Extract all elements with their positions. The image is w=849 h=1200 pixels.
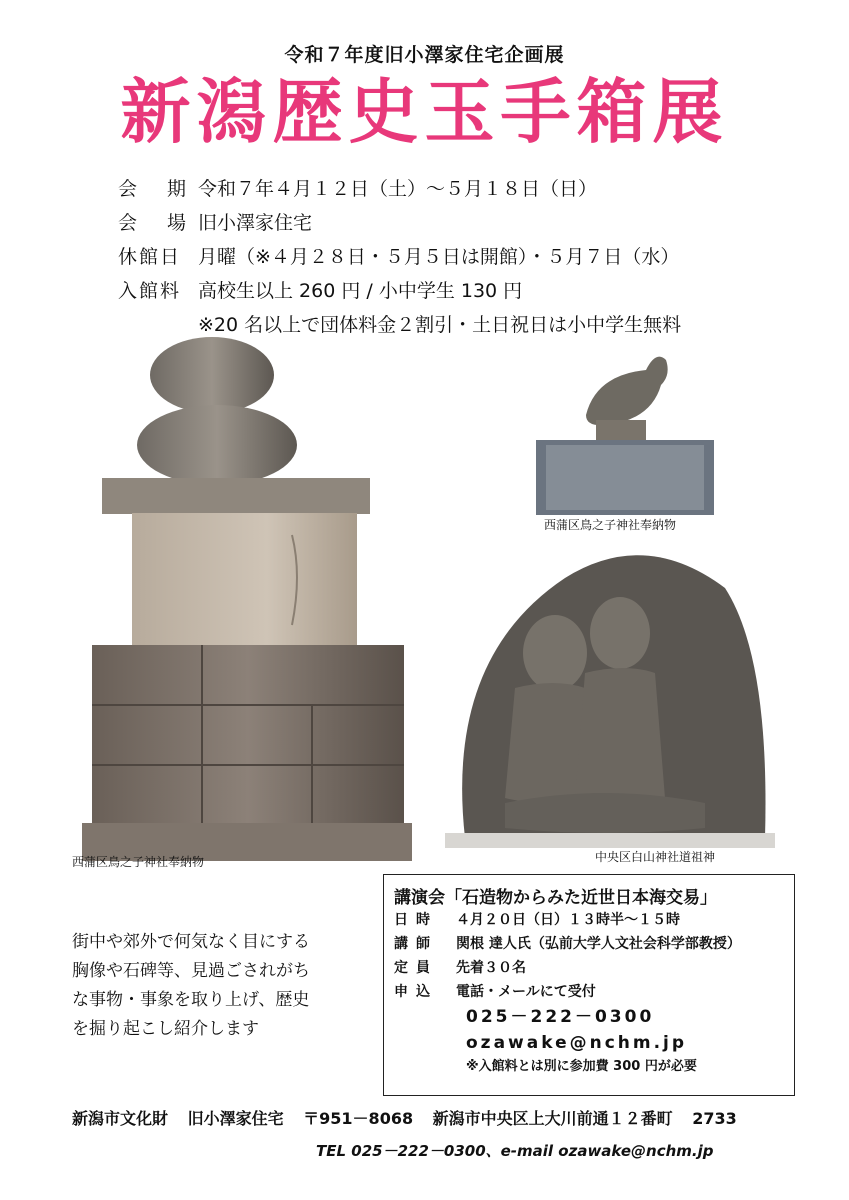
- fee-row: [118, 274, 681, 308]
- lecture-apply-label: 申込: [394, 984, 438, 1000]
- exhibition-info: [118, 172, 681, 342]
- lecture-capacity-label: 定員: [394, 960, 438, 976]
- dosojin-stone-image: [445, 538, 775, 848]
- fee-value: 高校生以上 260 円 / 小中学生 130 円: [198, 280, 523, 302]
- stone-monument-image: [82, 335, 412, 880]
- description-line: 胸像や石碑等、見過ごされがち: [72, 961, 310, 981]
- venue-value: 旧小澤家住宅: [198, 212, 313, 234]
- lecture-apply-value: 電話・メールにて受付: [456, 984, 596, 1000]
- lecture-apply-row: [394, 980, 784, 1004]
- footer-contact[interactable]: TEL 025－222－0300、e-mail ozawake@nchm.jp: [316, 1142, 714, 1160]
- description-line: 街中や郊外で何気なく目にする: [72, 932, 310, 952]
- description-line: を掘り起こし紹介します: [72, 1019, 259, 1039]
- lecture-note: ※入館料とは別に参加費 300 円が必要: [466, 1059, 697, 1074]
- fee-label: 入館料: [118, 280, 182, 302]
- lecture-lecturer-row: [394, 932, 784, 956]
- description-line: な事物・事象を取り上げ、歴史: [72, 990, 310, 1010]
- bird-statue-photo: [536, 335, 714, 535]
- footer-address: 新潟市中央区上大川前通１２番町 2733: [432, 1109, 737, 1128]
- lecture-capacity-value: 先着３０名: [456, 960, 526, 976]
- lecture-title: 講演会「石造物からみた近世日本海交易」: [394, 888, 717, 908]
- period-label: 会 期: [118, 178, 199, 200]
- lecture-date-value: ４月２０日（日）１３時半～１５時: [456, 912, 680, 928]
- lecture-date-label: 日時: [394, 912, 438, 928]
- period-value: 令和７年４月１２日（土）～５月１８日（日）: [198, 178, 598, 200]
- footer-postal: 〒951－8068: [303, 1109, 414, 1128]
- lecture-lecturer-label: 講師: [394, 936, 438, 952]
- exhibition-title: 新潟歴史玉手箱展: [120, 71, 729, 153]
- lecture-capacity-row: [394, 956, 784, 980]
- period-row: [118, 172, 681, 206]
- lecture-lecturer-value: 関根 達人氏（弘前大学人文社会科学部教授）: [456, 936, 741, 952]
- lecture-date-row: [394, 908, 784, 932]
- venue-label: 会 場: [118, 212, 199, 234]
- stone-monument-photo: [72, 335, 412, 880]
- bird-statue-image: [536, 335, 714, 515]
- fee-note: ※20 名以上で団体料金２割引・土日祝日は小中学生無料: [198, 314, 682, 336]
- dosojin-stone-photo: [445, 538, 775, 868]
- lecture-box: [383, 874, 795, 1096]
- closed-value: 月曜（※４月２８日・５月５日は開館）・５月７日（水）: [198, 246, 680, 268]
- closed-row: [118, 240, 681, 274]
- closed-label: 休館日: [118, 246, 182, 268]
- exhibition-subtitle: 令和７年度旧小澤家住宅企画展: [284, 44, 565, 66]
- lecture-phone[interactable]: 025－222－0300: [466, 1007, 655, 1027]
- photo3-caption: 中央区白山神社道祖神: [595, 850, 716, 864]
- photo2-caption: 西蒲区鳥之子神社奉納物: [544, 518, 677, 532]
- venue-row: [118, 206, 681, 240]
- photo1-caption: 西蒲区鳥之子神社奉納物: [72, 855, 205, 869]
- exhibition-description: [72, 928, 342, 1044]
- footer-org: 新潟市文化財 旧小澤家住宅: [72, 1109, 284, 1128]
- lecture-email[interactable]: ozawake@nchm.jp: [466, 1033, 688, 1053]
- footer-address-line: [72, 1106, 737, 1129]
